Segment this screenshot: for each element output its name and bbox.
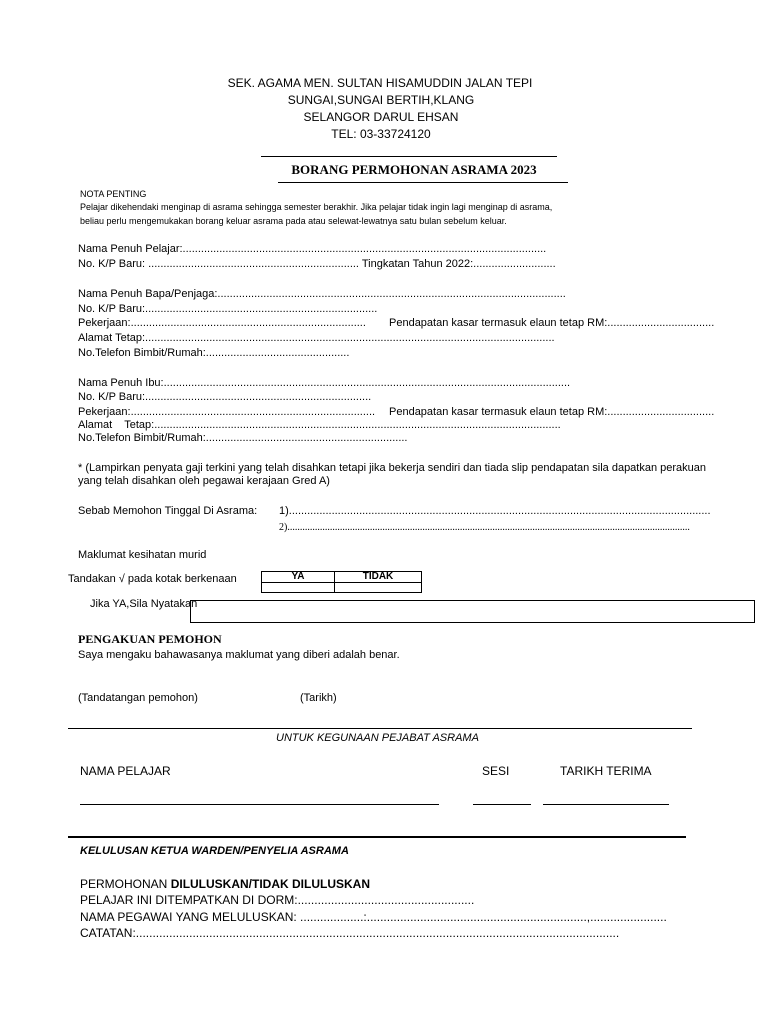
approval-title: KELULUSAN KETUA WARDEN/PENYELIA ASRAMA <box>80 845 349 857</box>
reason-line-1[interactable]: 1).......................................................................................................................................... <box>279 505 711 517</box>
approving-officer-field[interactable]: NAMA PEGAWAI YANG MELULUSKAN: ...................:..................................................................,....................... <box>80 910 667 924</box>
notice-line: beliau perlu mengemukakan borang keluar asrama pada atau selewat-lewatnya satu bulan sebelum keluar. <box>80 216 507 226</box>
tidak-checkbox[interactable] <box>335 583 422 593</box>
mother-phone-field[interactable]: No.Telefon Bimbit/Rumah:.................................................................. <box>78 432 408 444</box>
office-sesi-line[interactable] <box>473 804 531 805</box>
application-status <box>80 877 370 891</box>
office-section-rule <box>68 728 692 729</box>
date-label: (Tarikh) <box>300 692 337 704</box>
guardian-phone-field[interactable]: No.Telefon Bimbit/Rumah:............................................... <box>78 347 350 359</box>
approval-section-rule <box>68 836 686 838</box>
declaration-text: Saya mengaku bahawasanya maklumat yang diberi adalah benar. <box>78 649 400 661</box>
reason-line-2[interactable]: 2)................................................................................................................................................................. <box>279 522 690 533</box>
if-yes-input-box[interactable] <box>190 600 755 623</box>
if-yes-label: Jika YA,Sila Nyatakan <box>90 598 198 610</box>
notice-line: Pelajar dikehendaki menginap di asrama sehingga semester berakhir. Jika pelajar tidak ingin lagi menginap di asrama, <box>80 202 553 212</box>
mother-address-field[interactable]: Alamat Tetap:..................................................................................................................................... <box>78 419 561 431</box>
guardian-name-field[interactable]: Nama Penuh Bapa/Penjaga:.................................................................................................................. <box>78 288 566 300</box>
application-label: PERMOHONAN <box>80 877 168 891</box>
office-name-line[interactable] <box>80 804 439 805</box>
mother-ic-field[interactable]: No. K/P Baru:.......................................................................... <box>78 391 372 403</box>
school-name: SEK. AGAMA MEN. SULTAN HISAMUDDIN JALAN TEPI <box>227 76 533 90</box>
school-state: SELANGOR DARUL EHSAN <box>303 110 459 124</box>
school-phone: TEL: 03-33724120 <box>331 127 431 141</box>
guardian-income-field[interactable]: Pendapatan kasar termasuk elaun tetap RM:................................... <box>389 317 715 329</box>
guardian-ic-field[interactable]: No. K/P Baru:............................................................................ <box>78 303 378 315</box>
office-title: UNTUK KEGUNAAN PEJABAT ASRAMA <box>276 732 479 744</box>
student-name-field[interactable]: Nama Penuh Pelajar:....................................................................................................................... <box>78 243 547 255</box>
office-date-line[interactable] <box>543 804 669 805</box>
tick-instruction: Tandakan √ pada kotak berkenaan <box>68 573 237 585</box>
ya-tidak-table <box>261 571 422 593</box>
office-col-date: TARIKH TERIMA <box>560 764 652 778</box>
notes-field[interactable]: CATATAN:................................................................................................................................................. <box>80 926 620 940</box>
application-value: DILULUSKAN/TIDAK DILULUSKAN <box>170 877 371 891</box>
health-title: Maklumat kesihatan murid <box>78 549 207 561</box>
guardian-job-field[interactable]: Pekerjaan:............................................................................. <box>78 317 366 329</box>
title-rule-top <box>261 156 557 157</box>
attachment-note: yang telah disahkan oleh pegawai kerajaan Gred A) <box>78 475 330 487</box>
form-title: BORANG PERMOHONAN ASRAMA 2023 <box>291 162 537 177</box>
office-col-name: NAMA PELAJAR <box>80 764 171 778</box>
attachment-note: * (Lampirkan penyata gaji terkini yang telah disahkan tetapi jika bekerja sendiri dan tiada slip pendapatan sila dapatkan perakuan <box>78 462 707 474</box>
ya-header: YA <box>262 572 335 583</box>
mother-income-field[interactable]: Pendapatan kasar termasuk elaun tetap RM:................................... <box>389 406 715 418</box>
student-ic-field[interactable]: No. K/P Baru: ..................................................................... Tingkatan Tahun 2022:........................... <box>78 258 556 270</box>
title-rule-bottom <box>278 182 568 183</box>
guardian-address-field[interactable]: Alamat Tetap:...................................................................................................................................... <box>78 332 555 344</box>
mother-job-field[interactable]: Pekerjaan:................................................................................ <box>78 406 376 418</box>
declaration-title: PENGAKUAN PEMOHON <box>78 632 222 646</box>
mother-name-field[interactable]: Nama Penuh Ibu:..................................................................................................................................... <box>78 377 571 389</box>
signature-label: (Tandatangan pemohon) <box>78 692 198 704</box>
ya-checkbox[interactable] <box>262 583 335 593</box>
dorm-field[interactable]: PELAJAR INI DITEMPATKAN DI DORM:..................................................... <box>80 893 475 907</box>
tidak-header: TIDAK <box>335 572 422 583</box>
notice-title: NOTA PENTING <box>80 189 147 199</box>
office-col-sesi: SESI <box>482 764 510 778</box>
reason-label: Sebab Memohon Tinggal Di Asrama: <box>78 505 258 517</box>
school-address-line: SUNGAI,SUNGAI BERTIH,KLANG <box>287 93 475 107</box>
